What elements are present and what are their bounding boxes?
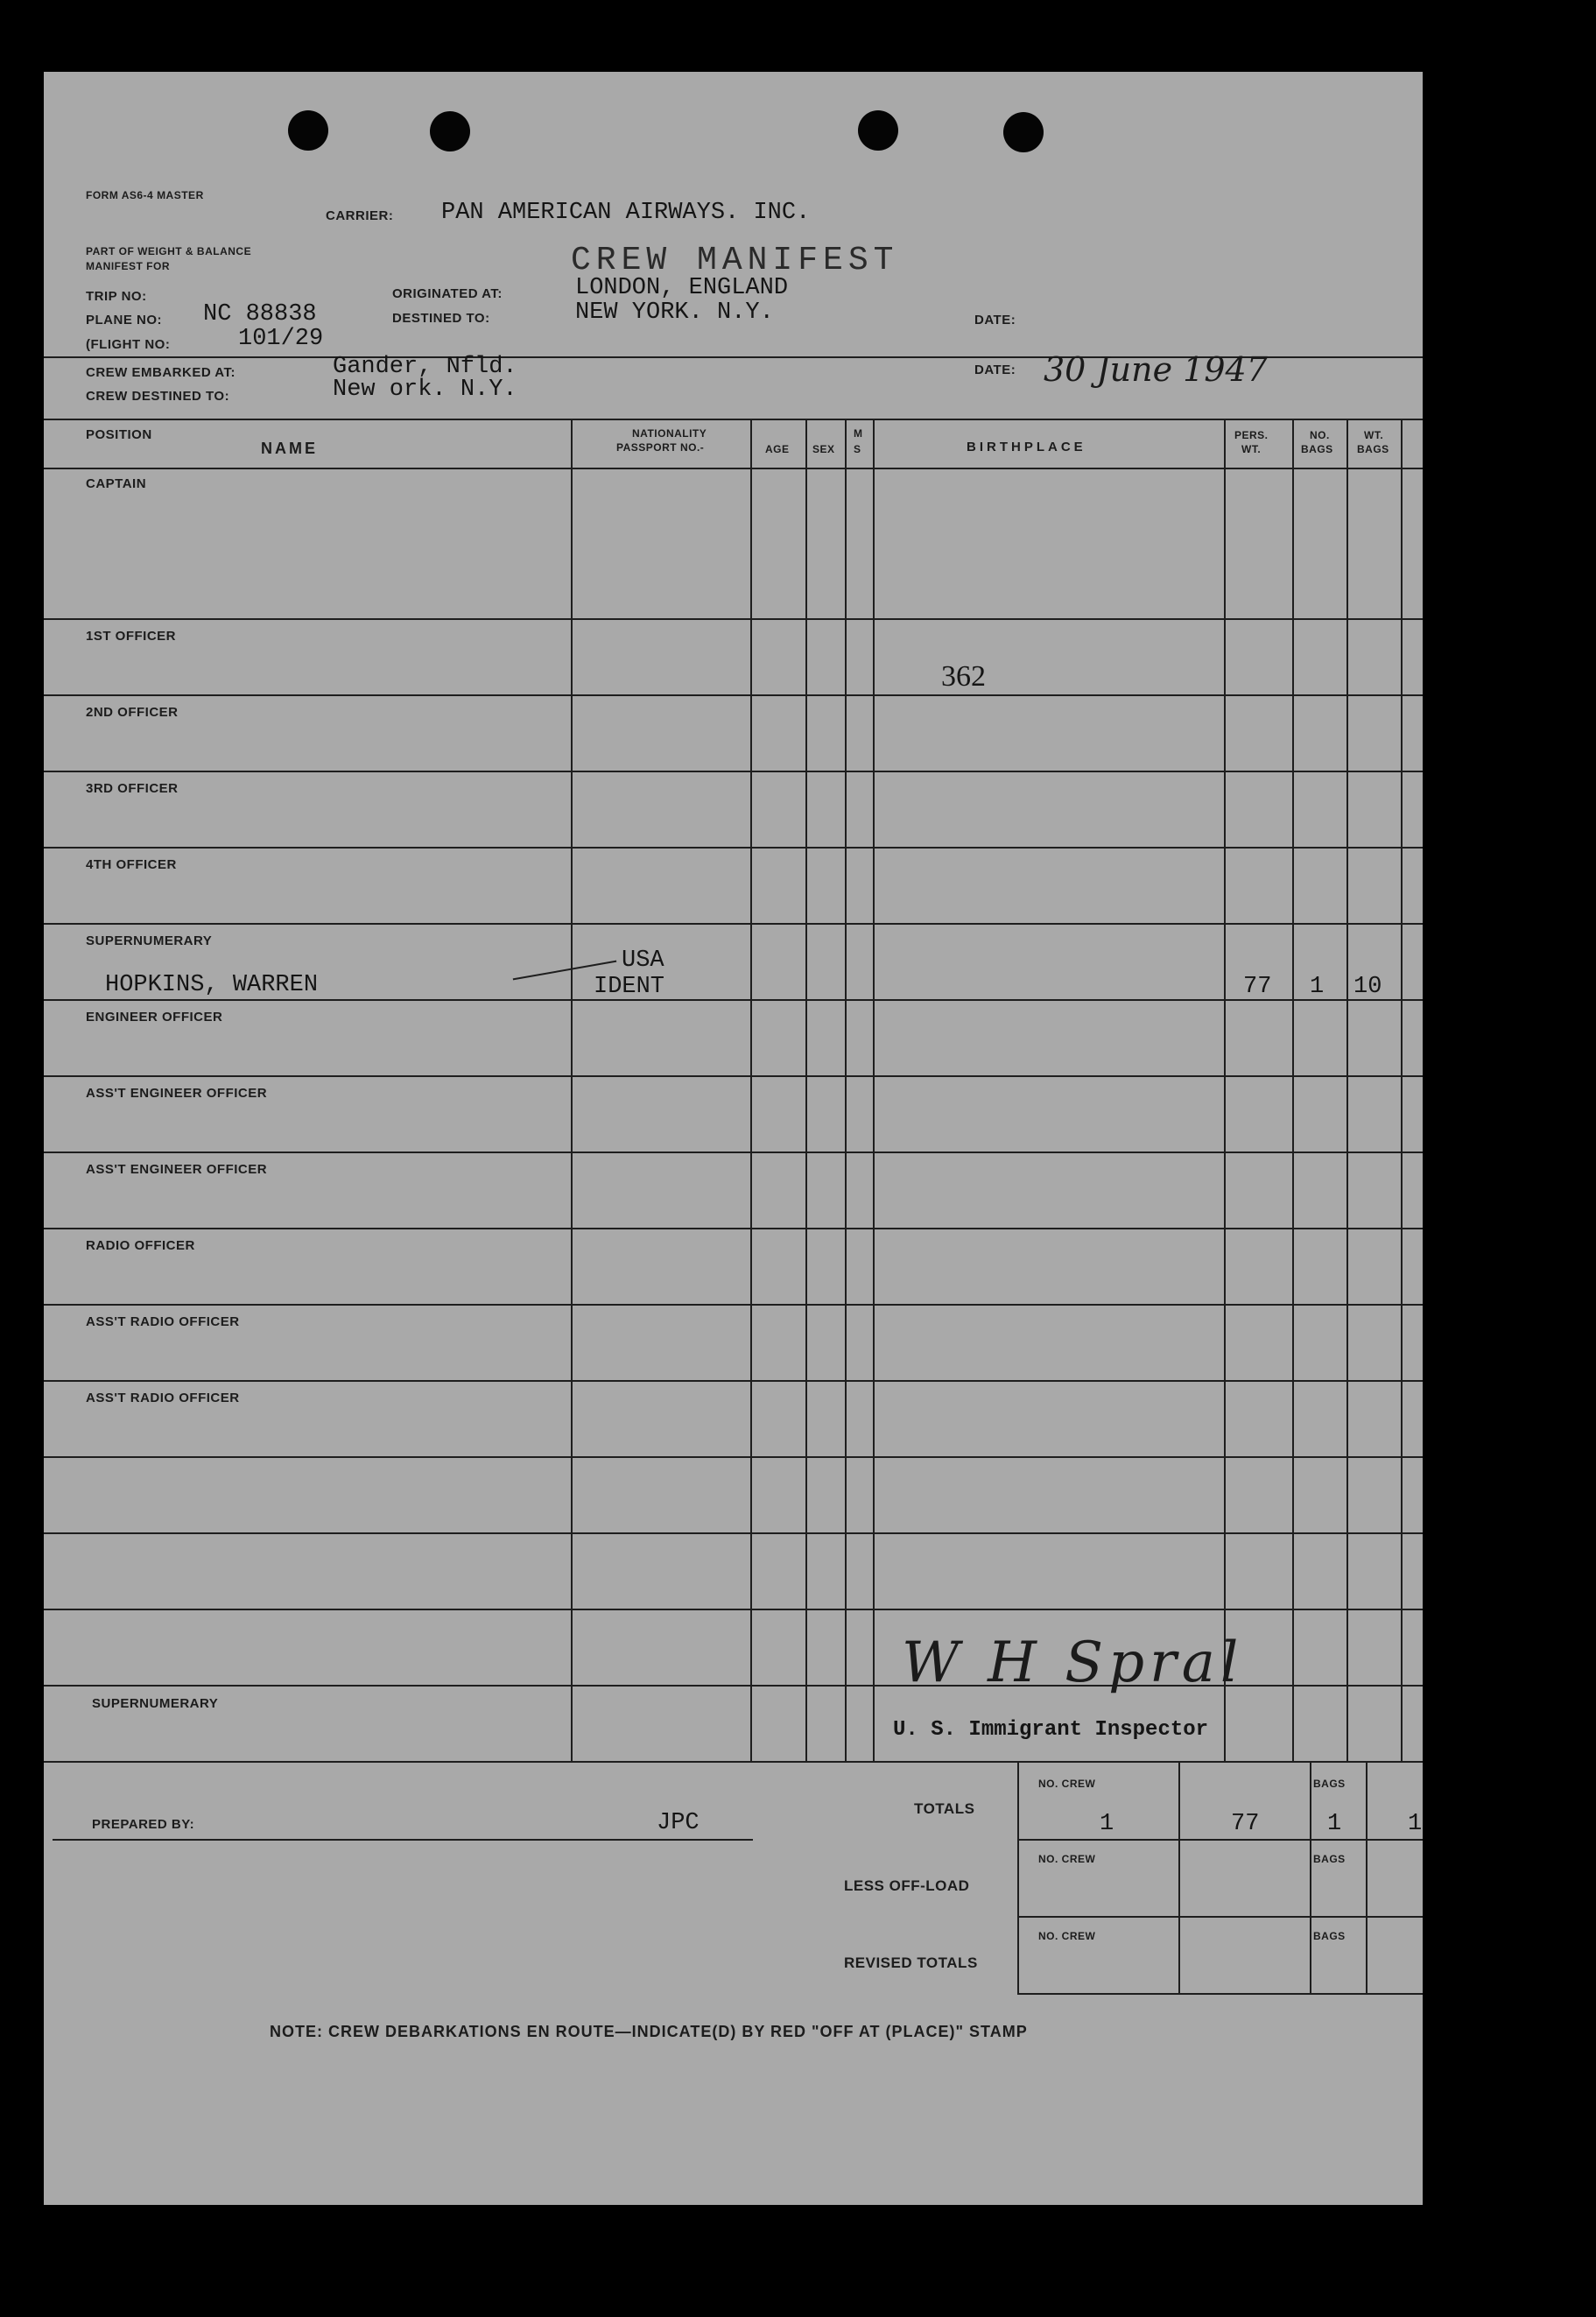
header-ms-s: S — [854, 443, 861, 455]
header-nationality: NATIONALITY — [632, 427, 707, 440]
crew-no-bags: 1 — [1310, 974, 1325, 1000]
crew-nationality: USA — [622, 947, 664, 974]
row-position-label: ASS'T ENGINEER OFFICER — [86, 1162, 268, 1177]
totals-no-crew: 1 — [1100, 1811, 1114, 1837]
header-sex: SEX — [812, 443, 835, 455]
totals-label: TOTALS — [914, 1800, 975, 1817]
totals-extra: 1 — [1408, 1811, 1423, 1837]
part-of-label: PART OF WEIGHT & BALANCE — [86, 245, 252, 257]
flight-label: (FLIGHT NO: — [86, 337, 171, 352]
row-separator — [44, 999, 1423, 1001]
punch-hole — [430, 111, 470, 151]
punch-hole — [858, 110, 898, 151]
part-of-label-2: MANIFEST FOR — [86, 260, 170, 272]
inspector-signature: W H Spral — [902, 1630, 1244, 1695]
bags-label: BAGS — [1313, 1930, 1346, 1942]
totals-weight: 77 — [1231, 1811, 1260, 1837]
revised-totals-label: REVISED TOTALS — [844, 1954, 978, 1971]
row-position-label: SUPERNUMERARY — [86, 933, 213, 948]
plane-label: PLANE NO: — [86, 313, 162, 327]
embarked-value: Gander, Nfld. — [333, 354, 517, 380]
inspector-label: U. S. Immigrant Inspector — [893, 1718, 1209, 1742]
form-code: FORM AS6-4 MASTER — [86, 189, 204, 201]
handwritten-date: 30 June 1947 — [1044, 350, 1268, 389]
header-no-bags: NO. — [1310, 429, 1330, 441]
date-label: DATE: — [974, 313, 1016, 327]
manifest-title: CREW MANIFEST — [571, 242, 899, 279]
row-separator — [44, 1304, 1423, 1306]
totals-grid — [1017, 1993, 1423, 1995]
row-separator — [44, 1456, 1423, 1458]
col-divider — [1292, 419, 1294, 1762]
header-position: POSITION — [86, 427, 152, 442]
crew-passport: IDENT — [594, 974, 665, 1000]
totals-bags: 1 — [1327, 1811, 1342, 1837]
col-divider — [805, 419, 807, 1762]
crew-destined-label: CREW DESTINED TO: — [86, 389, 230, 404]
punch-hole — [1003, 112, 1044, 152]
carrier-value: PAN AMERICAN AIRWAYS. INC. — [441, 200, 811, 226]
prepared-by-label: PREPARED BY: — [92, 1817, 195, 1832]
no-crew-label: NO. CREW — [1038, 1853, 1096, 1865]
totals-grid — [1178, 1762, 1180, 1994]
header-name: NAME — [261, 440, 318, 457]
prepared-by-line — [53, 1839, 753, 1841]
header-birthplace: BIRTHPLACE — [967, 440, 1086, 454]
footer-note: NOTE: CREW DEBARKATIONS EN ROUTE—INDICATE(D) BY RED "OFF AT (PLACE)" STAMP — [270, 2023, 1028, 2040]
header-wt-bags: WT. — [1364, 429, 1384, 441]
crew-destined-value: New ork. N.Y. — [333, 377, 517, 403]
col-divider — [845, 419, 847, 1762]
row-position-label: ASS'T RADIO OFFICER — [86, 1314, 240, 1329]
trip-label: TRIP NO: — [86, 289, 147, 304]
col-divider — [750, 419, 752, 1762]
flight-number: 101/29 — [238, 326, 324, 352]
header-no-bags-2: BAGS — [1301, 443, 1333, 455]
originated-value: LONDON, ENGLAND — [575, 275, 789, 301]
row-separator — [44, 694, 1423, 696]
header-pers-wt-2: WT. — [1241, 443, 1262, 455]
row-separator — [44, 1609, 1423, 1610]
bags-label: BAGS — [1313, 1778, 1346, 1790]
plane-number: NC 88838 — [203, 301, 317, 327]
manifest-sheet — [44, 72, 1423, 2205]
row-separator — [44, 1075, 1423, 1077]
bags-label: BAGS — [1313, 1853, 1346, 1865]
row-position-label: 1ST OFFICER — [86, 629, 177, 644]
row-separator — [44, 1228, 1423, 1229]
no-crew-label: NO. CREW — [1038, 1930, 1096, 1942]
row-separator — [44, 847, 1423, 849]
header-pers-wt: PERS. — [1234, 429, 1269, 441]
row-position-label: RADIO OFFICER — [86, 1238, 195, 1253]
prepared-by-value: JPC — [657, 1810, 700, 1836]
row-position-label: 2ND OFFICER — [86, 705, 179, 720]
row-separator — [44, 618, 1423, 620]
col-divider — [571, 419, 573, 1762]
stamp-number: 362 — [941, 660, 986, 693]
header-ms-m: M — [854, 427, 863, 440]
destined-label: DESTINED TO: — [392, 311, 490, 326]
row-position-label: 3RD OFFICER — [86, 781, 179, 796]
col-divider — [1401, 419, 1403, 1762]
table-top — [44, 419, 1423, 420]
table-bottom — [44, 1761, 1423, 1763]
row-separator — [44, 1151, 1423, 1153]
crew-name: HOPKINS, WARREN — [105, 972, 319, 998]
row-position-label: ENGINEER OFFICER — [86, 1010, 223, 1025]
row-position-label: 4TH OFFICER — [86, 857, 177, 872]
header-age: AGE — [765, 443, 790, 455]
totals-grid — [1310, 1762, 1311, 1994]
totals-grid — [1017, 1762, 1019, 1994]
row-position-label: CAPTAIN — [86, 476, 147, 491]
header-wt-bags-2: BAGS — [1357, 443, 1389, 455]
crew-pers-wt: 77 — [1243, 974, 1272, 1000]
totals-grid — [1017, 1916, 1423, 1918]
row-separator — [44, 771, 1423, 772]
row-separator — [44, 1380, 1423, 1382]
table-header-bottom — [44, 468, 1423, 469]
date-label-2: DATE: — [974, 363, 1016, 377]
punch-hole — [288, 110, 328, 151]
destined-value: NEW YORK. N.Y. — [575, 299, 774, 326]
col-divider — [1346, 419, 1348, 1762]
row-position-label: SUPERNUMERARY — [92, 1696, 219, 1711]
row-position-label: ASS'T ENGINEER OFFICER — [86, 1086, 268, 1101]
row-separator — [44, 923, 1423, 925]
originated-label: ORIGINATED AT: — [392, 286, 503, 301]
col-divider — [1224, 419, 1226, 1762]
col-divider — [873, 419, 875, 1762]
totals-grid — [1366, 1762, 1367, 1994]
totals-grid — [1017, 1839, 1423, 1841]
row-separator — [44, 1532, 1423, 1534]
less-offload-label: LESS OFF-LOAD — [844, 1877, 970, 1894]
embarked-label: CREW EMBARKED AT: — [86, 365, 236, 380]
row-position-label: ASS'T RADIO OFFICER — [86, 1391, 240, 1405]
no-crew-label: NO. CREW — [1038, 1778, 1096, 1790]
header-passport: PASSPORT NO.- — [616, 441, 705, 454]
crew-wt-bags: 10 — [1353, 974, 1382, 1000]
carrier-label: CARRIER: — [326, 208, 394, 223]
